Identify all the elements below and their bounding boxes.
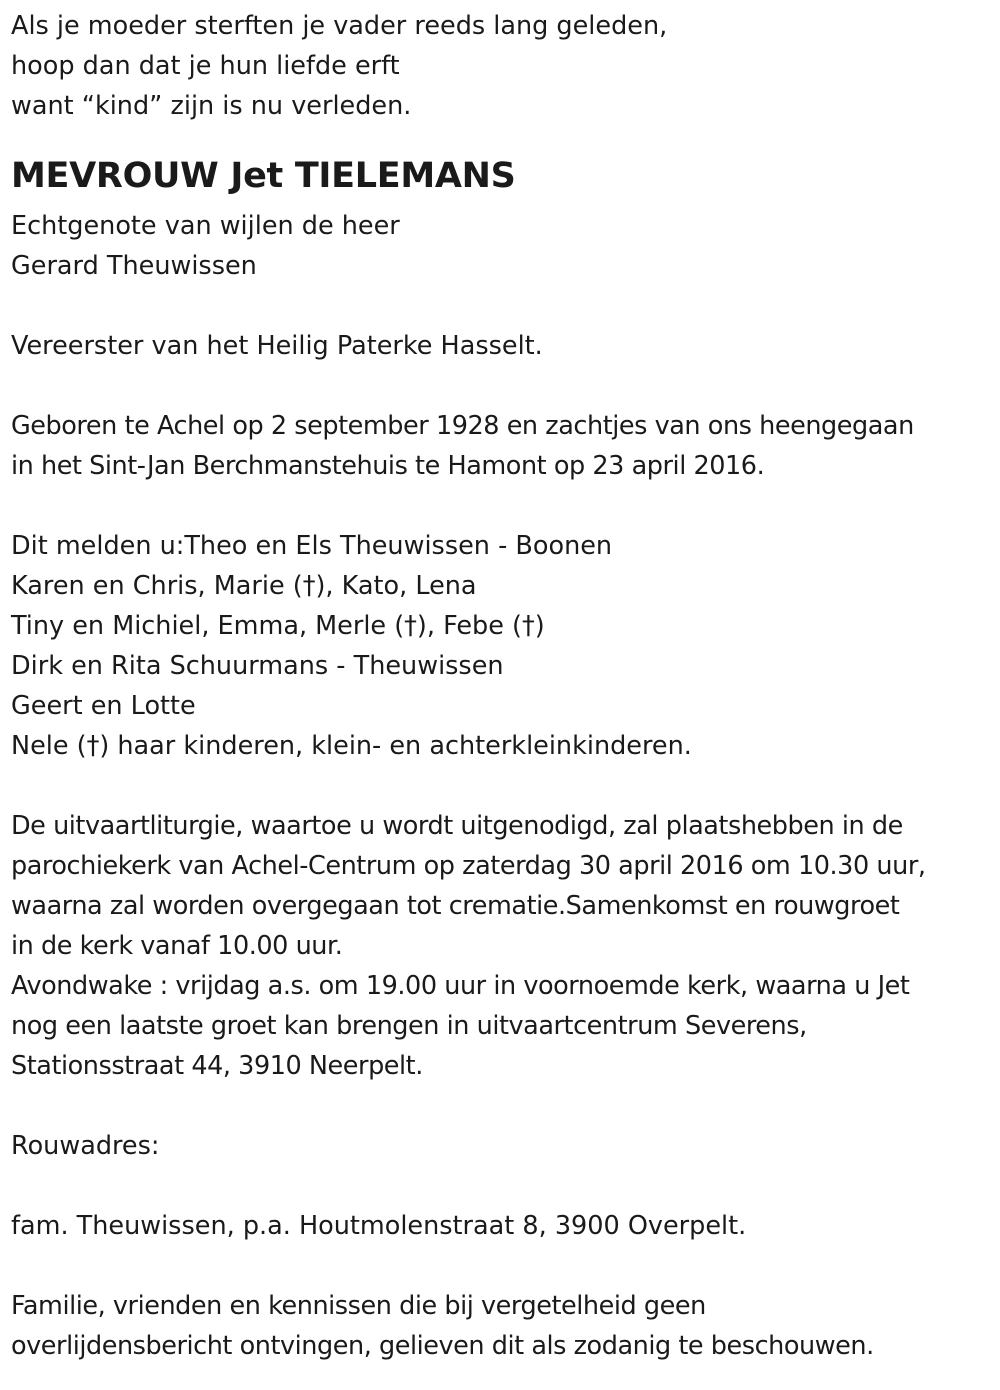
funeral-line: Avondwake : vrijdag a.s. om 19.00 uur in voornoemde kerk, waarna u Jet [11, 971, 910, 1001]
family-line: Geert en Lotte [11, 691, 196, 721]
family-line: Tiny en Michiel, Emma, Merle (†), Febe (†) [11, 611, 545, 641]
closing-line: Familie, vrienden en kennissen die bij vergetelheid geen [11, 1291, 706, 1321]
funeral-line: waarna zal worden overgegaan tot crematie.Samenkomst en rouwgroet [11, 891, 900, 921]
funeral-info [11, 806, 996, 1086]
funeral-line: nog een laatste groet kan brengen in uitvaartcentrum Severens, [11, 1011, 807, 1041]
spouse-info [11, 206, 996, 286]
closing-line: overlijdensbericht ontvingen, gelieven dit als zodanig te beschouwen. [11, 1331, 874, 1361]
poem [11, 6, 996, 126]
funeral-line: in de kerk vanaf 10.00 uur. [11, 931, 343, 961]
spouse-line: Echtgenote van wijlen de heer [11, 211, 400, 241]
birth-death-line: Geboren te Achel op 2 september 1928 en zachtjes van ons heengegaan [11, 411, 914, 441]
obituary-notice [11, 6, 996, 1366]
devotion-line: Vereerster van het Heilig Paterke Hasselt. [11, 331, 543, 361]
closing-note [11, 1286, 996, 1366]
family-list [11, 526, 996, 766]
deceased-name-title: MEVROUW Jet TIELEMANS [11, 156, 516, 196]
birth-death-line: in het Sint-Jan Berchmanstehuis te Hamont op 23 april 2016. [11, 451, 765, 481]
address-label: Rouwadres: [11, 1131, 160, 1161]
funeral-line: Stationsstraat 44, 3910 Neerpelt. [11, 1051, 423, 1081]
family-line: Dirk en Rita Schuurmans - Theuwissen [11, 651, 504, 681]
family-line: Dit melden u:Theo en Els Theuwissen - Boonen [11, 531, 613, 561]
poem-line: Als je moeder sterften je vader reeds lang geleden, [11, 11, 668, 41]
poem-line: want “kind” zijn is nu verleden. [11, 91, 412, 121]
funeral-line: parochiekerk van Achel-Centrum op zaterdag 30 april 2016 om 10.30 uur, [11, 851, 926, 881]
family-line: Nele (†) haar kinderen, klein- en achterkleinkinderen. [11, 731, 692, 761]
spouse-line: Gerard Theuwissen [11, 251, 257, 281]
birth-death-info [11, 406, 996, 486]
poem-line: hoop dan dat je hun liefde erft [11, 51, 400, 81]
address-line: fam. Theuwissen, p.a. Houtmolenstraat 8, 3900 Overpelt. [11, 1211, 747, 1241]
family-line: Karen en Chris, Marie (†), Kato, Lena [11, 571, 477, 601]
funeral-line: De uitvaartliturgie, waartoe u wordt uitgenodigd, zal plaatshebben in de [11, 811, 903, 841]
